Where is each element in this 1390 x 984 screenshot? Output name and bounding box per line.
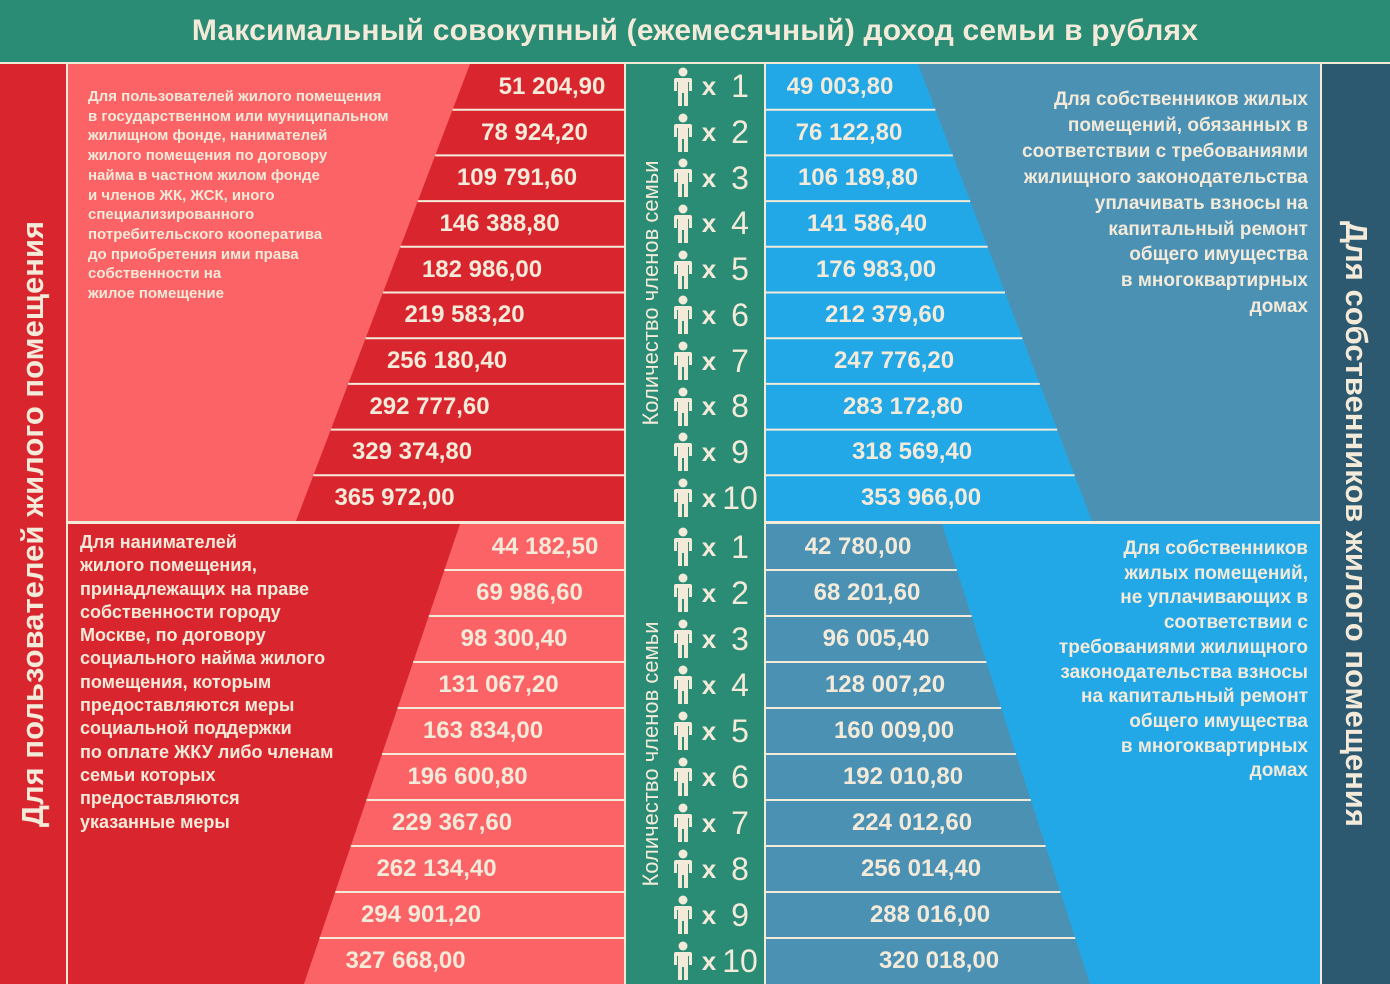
family-size-number: 6 bbox=[731, 758, 749, 795]
multiplier-symbol: x bbox=[701, 577, 717, 608]
person-icon bbox=[672, 341, 694, 381]
family-size-row-bottom bbox=[672, 939, 764, 983]
family-size-row-top bbox=[672, 339, 764, 383]
family-size-row-top bbox=[672, 65, 764, 109]
income-value-bottom-right: 68 201,60 bbox=[813, 579, 921, 606]
person-icon bbox=[672, 527, 694, 567]
person-icon bbox=[672, 387, 694, 427]
income-value-top-left: 78 924,20 bbox=[481, 118, 588, 146]
multiplier-symbol: x bbox=[701, 623, 717, 654]
person-icon bbox=[672, 711, 694, 751]
income-value-bottom-right: 256 014,40 bbox=[860, 855, 982, 882]
income-value-top-left: 292 777,60 bbox=[369, 392, 490, 420]
income-value-top-right: 76 122,80 bbox=[795, 118, 903, 146]
family-size-row-top bbox=[672, 430, 764, 474]
top-right-description: Для собственников жилых помещений, обязанных в соответствии с требованиями жилищного законодательства уплачивать взносы на капитальный ремонт общего имущества в многоквартирных домах bbox=[1022, 89, 1308, 318]
family-size-row-bottom bbox=[672, 893, 764, 937]
family-size-row-top bbox=[672, 202, 764, 246]
income-value-top-right: 353 966,00 bbox=[860, 484, 982, 512]
income-value-top-left: 256 180,40 bbox=[386, 347, 508, 375]
family-size-number: 8 bbox=[731, 388, 749, 425]
income-value-bottom-left: 44 182,50 bbox=[491, 533, 599, 560]
family-size-row-top bbox=[672, 293, 764, 337]
family-members-label-bottom: Количество членов семьи bbox=[638, 621, 663, 887]
income-value-top-right: 49 003,80 bbox=[786, 72, 894, 100]
income-value-bottom-left: 131 067,20 bbox=[438, 671, 559, 698]
income-value-top-left: 219 583,20 bbox=[404, 301, 525, 329]
family-size-number: 4 bbox=[731, 205, 749, 242]
multiplier-symbol: x bbox=[701, 299, 717, 330]
multiplier-symbol: x bbox=[701, 162, 717, 193]
family-size-row-bottom bbox=[672, 663, 764, 707]
person-icon bbox=[672, 158, 694, 198]
family-size-number: 10 bbox=[722, 942, 758, 979]
family-size-row-bottom bbox=[672, 617, 764, 661]
page-title: Максимальный совокупный (ежемесячный) доход семьи в рублях bbox=[0, 0, 1390, 64]
income-value-top-right: 141 586,40 bbox=[806, 209, 928, 237]
family-size-number: 7 bbox=[731, 804, 749, 841]
income-value-bottom-right: 42 780,00 bbox=[804, 533, 912, 560]
income-value-top-right: 247 776,20 bbox=[833, 347, 955, 375]
multiplier-symbol: x bbox=[701, 715, 717, 746]
family-size-row-bottom bbox=[672, 801, 764, 845]
person-icon bbox=[672, 432, 694, 472]
income-value-top-right: 106 189,80 bbox=[797, 164, 919, 192]
multiplier-symbol: x bbox=[701, 761, 717, 792]
family-size-number: 1 bbox=[731, 68, 749, 105]
income-value-bottom-right: 192 010,80 bbox=[842, 763, 964, 790]
income-value-bottom-right: 288 016,00 bbox=[869, 901, 991, 928]
multiplier-symbol: x bbox=[701, 807, 717, 838]
multiplier-symbol: x bbox=[701, 254, 717, 285]
left-side-label: Для пользователей жилого помещения bbox=[15, 220, 50, 828]
family-size-row-top bbox=[672, 476, 764, 520]
multiplier-symbol: x bbox=[701, 71, 717, 102]
person-icon bbox=[672, 250, 694, 290]
family-size-number: 1 bbox=[731, 528, 749, 565]
multiplier-symbol: x bbox=[701, 669, 717, 700]
income-value-bottom-left: 98 300,40 bbox=[460, 625, 568, 652]
income-value-bottom-right: 160 009,00 bbox=[833, 717, 955, 744]
person-icon bbox=[672, 941, 694, 981]
family-size-row-top bbox=[672, 111, 764, 155]
family-size-number: 9 bbox=[731, 433, 749, 470]
income-value-top-right: 176 983,00 bbox=[815, 255, 937, 283]
family-members-label-top: Количество членов семьи bbox=[638, 160, 663, 426]
income-value-bottom-left: 163 834,00 bbox=[422, 717, 544, 744]
multiplier-symbol: x bbox=[701, 945, 717, 976]
family-size-row-top bbox=[672, 248, 764, 292]
person-icon bbox=[672, 295, 694, 335]
person-icon bbox=[672, 619, 694, 659]
family-size-row-bottom bbox=[672, 847, 764, 891]
multiplier-symbol: x bbox=[701, 436, 717, 467]
person-icon bbox=[672, 895, 694, 935]
family-size-number: 2 bbox=[731, 114, 749, 151]
multiplier-symbol: x bbox=[701, 391, 717, 422]
family-size-row-bottom bbox=[672, 571, 764, 615]
multiplier-symbol: x bbox=[701, 531, 717, 562]
income-value-bottom-right: 128 007,20 bbox=[824, 671, 946, 698]
person-icon bbox=[672, 757, 694, 797]
income-value-top-right: 212 379,60 bbox=[824, 301, 946, 329]
income-value-top-left: 146 388,80 bbox=[439, 209, 560, 237]
family-size-number: 8 bbox=[731, 850, 749, 887]
income-value-bottom-left: 69 986,60 bbox=[476, 579, 583, 606]
person-icon bbox=[672, 849, 694, 889]
family-size-row-bottom bbox=[672, 755, 764, 799]
income-value-bottom-right: 224 012,60 bbox=[851, 809, 973, 836]
family-size-number: 10 bbox=[722, 479, 758, 516]
family-size-number: 3 bbox=[731, 620, 749, 657]
bottom-right-description: Для собственников жилых помещений, не уплачивающих в соответствии с требованиями жилищного законодательства взносы на капитальный ремонт общего имущества в многоквартирных домах bbox=[1058, 538, 1308, 782]
income-value-top-left: 51 204,90 bbox=[498, 72, 606, 100]
family-size-number: 9 bbox=[731, 896, 749, 933]
family-size-row-top bbox=[672, 385, 764, 429]
multiplier-symbol: x bbox=[701, 482, 717, 513]
income-value-bottom-left: 262 134,40 bbox=[376, 855, 497, 882]
family-size-number: 2 bbox=[731, 574, 749, 611]
income-value-top-left: 329 374,80 bbox=[351, 438, 473, 466]
income-value-top-right: 283 172,80 bbox=[842, 392, 964, 420]
person-icon bbox=[672, 67, 694, 107]
income-value-top-left: 182 986,00 bbox=[421, 255, 543, 283]
multiplier-symbol: x bbox=[701, 345, 717, 376]
multiplier-symbol: x bbox=[701, 853, 717, 884]
multiplier-symbol: x bbox=[701, 208, 717, 239]
multiplier-symbol: x bbox=[701, 899, 717, 930]
family-size-number: 3 bbox=[731, 159, 749, 196]
person-icon bbox=[672, 204, 694, 244]
person-icon bbox=[672, 573, 694, 613]
person-icon bbox=[672, 113, 694, 153]
income-value-bottom-right: 96 005,40 bbox=[822, 625, 930, 652]
income-value-bottom-left: 229 367,60 bbox=[391, 809, 513, 836]
top-left-description: Для пользователей жилого помещения в государственном или муниципальном жилищном фонде, нанимателей жилого помещения по договору найма в частном жилом фонде и членов ЖК, ЖСК, иного специализированного потребительского кооператива до приобретения ими права собственности на жилое помещение bbox=[88, 88, 389, 303]
income-value-top-right: 318 569,40 bbox=[851, 438, 973, 466]
right-side-label: Для собственников жилого помещения bbox=[1339, 221, 1374, 827]
income-value-top-left: 109 791,60 bbox=[456, 164, 578, 192]
multiplier-symbol: x bbox=[701, 117, 717, 148]
person-icon bbox=[672, 478, 694, 518]
family-size-number: 5 bbox=[731, 251, 749, 288]
income-value-bottom-left: 327 668,00 bbox=[345, 947, 466, 974]
family-size-row-bottom bbox=[672, 525, 764, 569]
family-size-row-bottom bbox=[672, 709, 764, 753]
family-size-number: 6 bbox=[731, 296, 749, 333]
income-value-bottom-right: 320 018,00 bbox=[878, 947, 1000, 974]
income-value-bottom-left: 294 901,20 bbox=[360, 901, 482, 928]
family-size-number: 5 bbox=[731, 712, 749, 749]
family-size-number: 7 bbox=[731, 342, 749, 379]
person-icon bbox=[672, 803, 694, 843]
family-size-row-top bbox=[672, 156, 764, 200]
income-value-top-left: 365 972,00 bbox=[334, 484, 455, 512]
family-size-number: 4 bbox=[731, 666, 749, 703]
person-icon bbox=[672, 665, 694, 705]
income-value-bottom-left: 196 600,80 bbox=[407, 763, 528, 790]
bottom-left-description: Для нанимателей жилого помещения, принадлежащих на праве собственности городу Москве, по договору социального найма жилого помещения, которым предоставляются меры социальной поддержки по оплате ЖКУ либо членам семьи которых предоставляются указанные меры bbox=[80, 532, 334, 832]
